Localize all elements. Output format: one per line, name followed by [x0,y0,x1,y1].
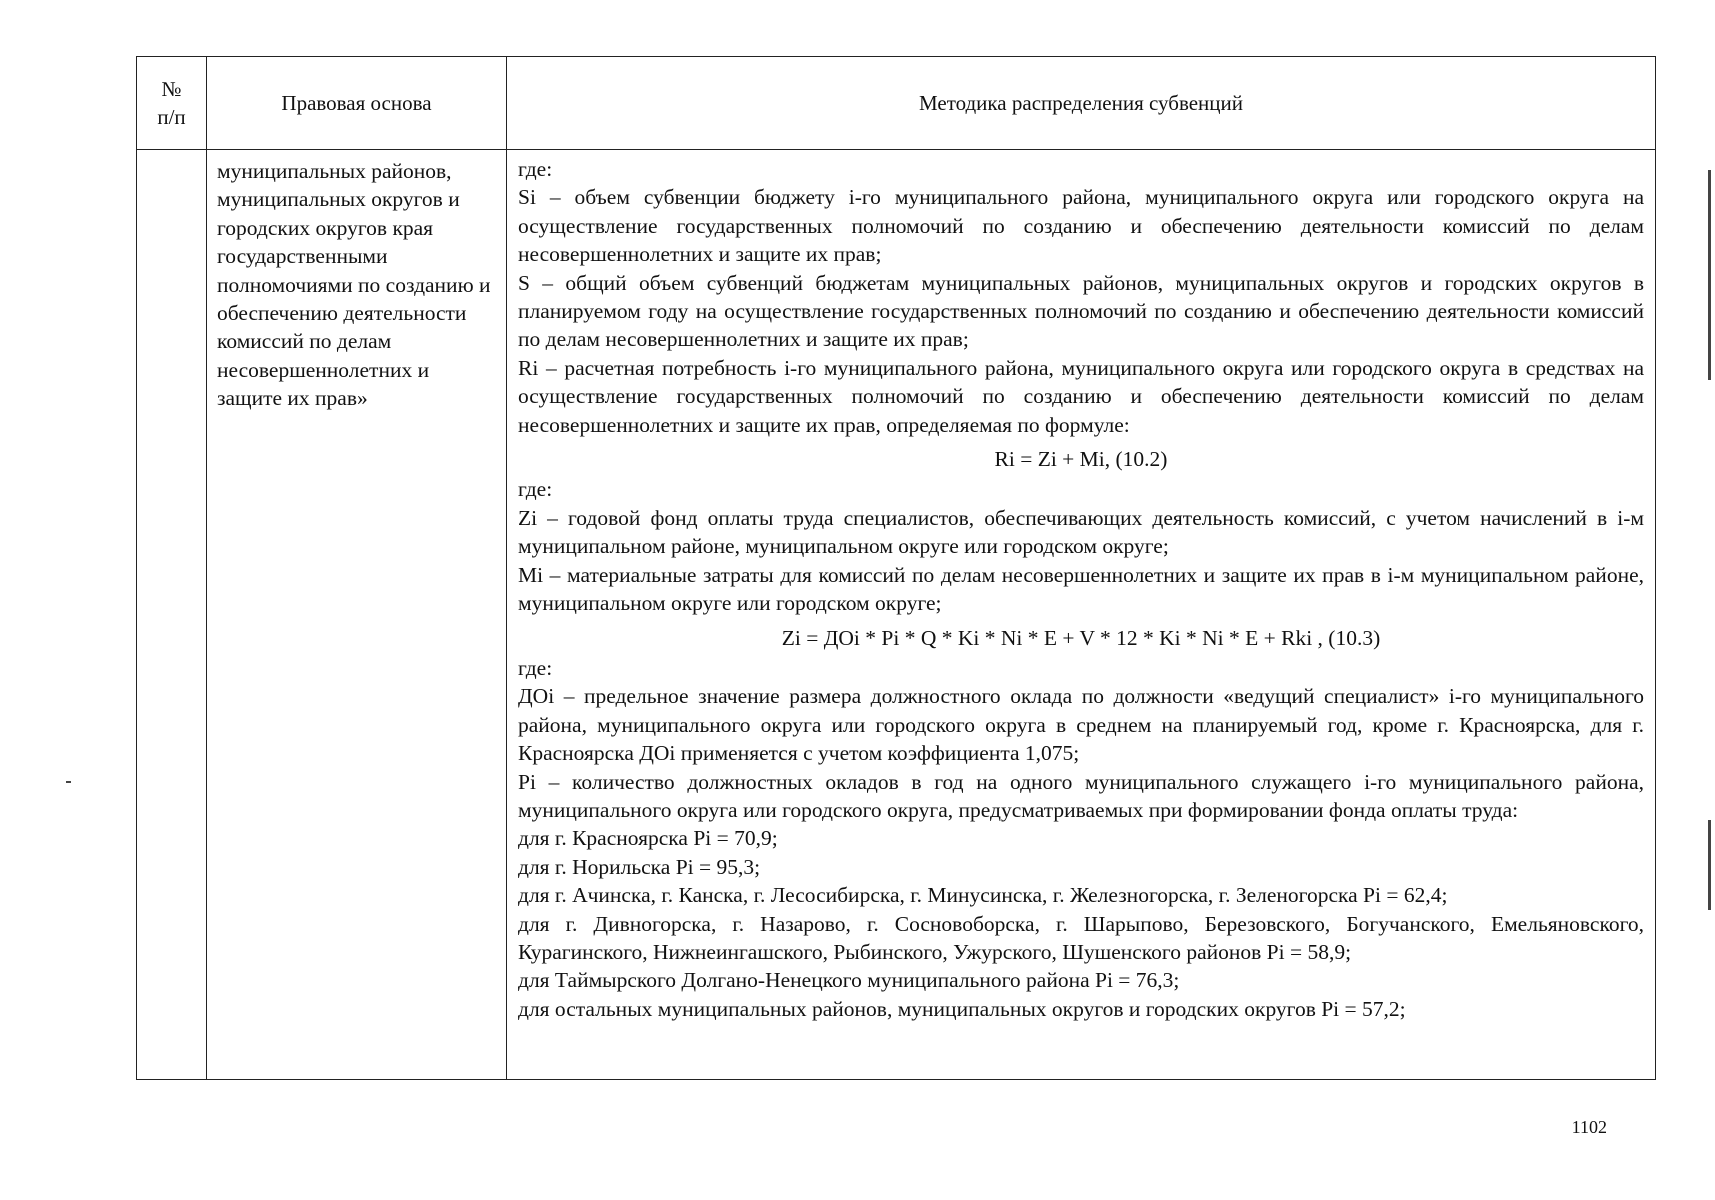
cell-methodology [507,150,1656,1080]
paragraph: для г. Ачинска, г. Канска, г. Лесосибирска, г. Минусинска, г. Железногорска, г. Зеленогорска Pi = 62,4; [518,883,1448,908]
header-number-label: № п/п [157,77,186,129]
paragraph: для г. Дивногорска, г. Назарово, г. Сосновоборска, г. Шарыпово, Березовского, Богучанского, Емельяновского, Курагинского, Нижнеингашского, Рыбинского, Ужурского, Шушенского районов Pi = 58,9; [518,911,1644,964]
paragraph: где: [518,655,553,680]
header-methodology [507,57,1656,150]
header-legal-basis-label: Правовая основа [281,91,432,115]
paragraph: где: [518,477,553,502]
legal-basis-text: муниципальных районов, муниципальных округов и городских округов края государственными полномочиями по созданию и обеспечению деятельности комиссий по делам несовершеннолетних и защите их прав» [217,159,491,411]
subvention-methodology-table [136,56,1656,1080]
cell-number [137,150,207,1080]
cell-legal-basis [207,150,507,1080]
header-number [137,57,207,150]
paragraph: Mi – материальные затраты для комиссий по делам несовершеннолетних и защите их прав в i-м муниципальном районе, муниципальном округе или городском округе; [518,562,1644,616]
paragraph: Pi – количество должностных окладов в год на одного муниципального служащего i-го муниципального района, муниципального округа или городского округа, предусматриваемых при формировании фонда оплаты труда: [518,769,1644,822]
paragraph: Si – объем субвенции бюджету i-го муниципального района, муниципального округа или городского округа на осуществление государственных полномочий по созданию и обеспечению деятельности комиссий по делам несовершеннолетних и защите их прав; [518,185,1644,267]
methodology-text [508,151,1654,1023]
formula-10-3: Zi = ДОi * Pi * Q * Ki * Ni * E + V * 12 * Ki * Ni * E + Rki , (10.3) [781,625,1381,650]
scan-edge-mark [66,781,71,783]
paragraph: Zi – годовой фонд оплаты труда специалистов, обеспечивающих деятельность комиссий, с учетом начислений в i-м муниципальном районе, муниципальном округе или городском округе; [518,505,1644,559]
paragraph: для Таймырского Долгано-Ненецкого муниципального района Pi = 76,3; [518,968,1180,993]
page-number: 1102 [1571,1117,1607,1137]
paragraph: для остальных муниципальных районов, муниципальных округов и городских округов Pi = 57,2; [518,996,1406,1021]
paragraph: S – общий объем субвенций бюджетам муниципальных районов, муниципальных округов и городских округов в планируемом году на осуществление государственных полномочий по созданию и обеспечению деятельности комиссий по делам несовершеннолетних и защите их прав; [518,270,1644,352]
scan-edge-mark [1708,820,1711,910]
scan-edge-mark [1708,170,1711,380]
header-methodology-label: Методика распределения субвенций [918,91,1244,115]
paragraph: ДОi – предельное значение размера должностного оклада по должности «ведущий специалист» i-го муниципального района, муниципального округа или городского округа в среднем на планируемый год, кроме г. Красноярска, для г. Красноярска ДОi применяется с учетом коэффициента 1,075; [518,684,1644,766]
table-header-row [137,57,1656,150]
table-row [137,150,1656,1080]
paragraph: для г. Красноярска Pi = 70,9; [518,826,778,851]
formula-10-2: Ri = Zi + Mi, (10.2) [994,447,1168,472]
paragraph: где: [518,157,553,181]
paragraph: Ri – расчетная потребность i-го муниципального района, муниципального округа или городского округа в средствах на осуществление государственных полномочий по созданию и обеспечению деятельности комиссий по делам несовершеннолетних и защите их прав, определяемая по формуле: [518,355,1644,437]
paragraph: для г. Норильска Pi = 95,3; [518,854,761,879]
header-legal-basis [207,57,507,150]
